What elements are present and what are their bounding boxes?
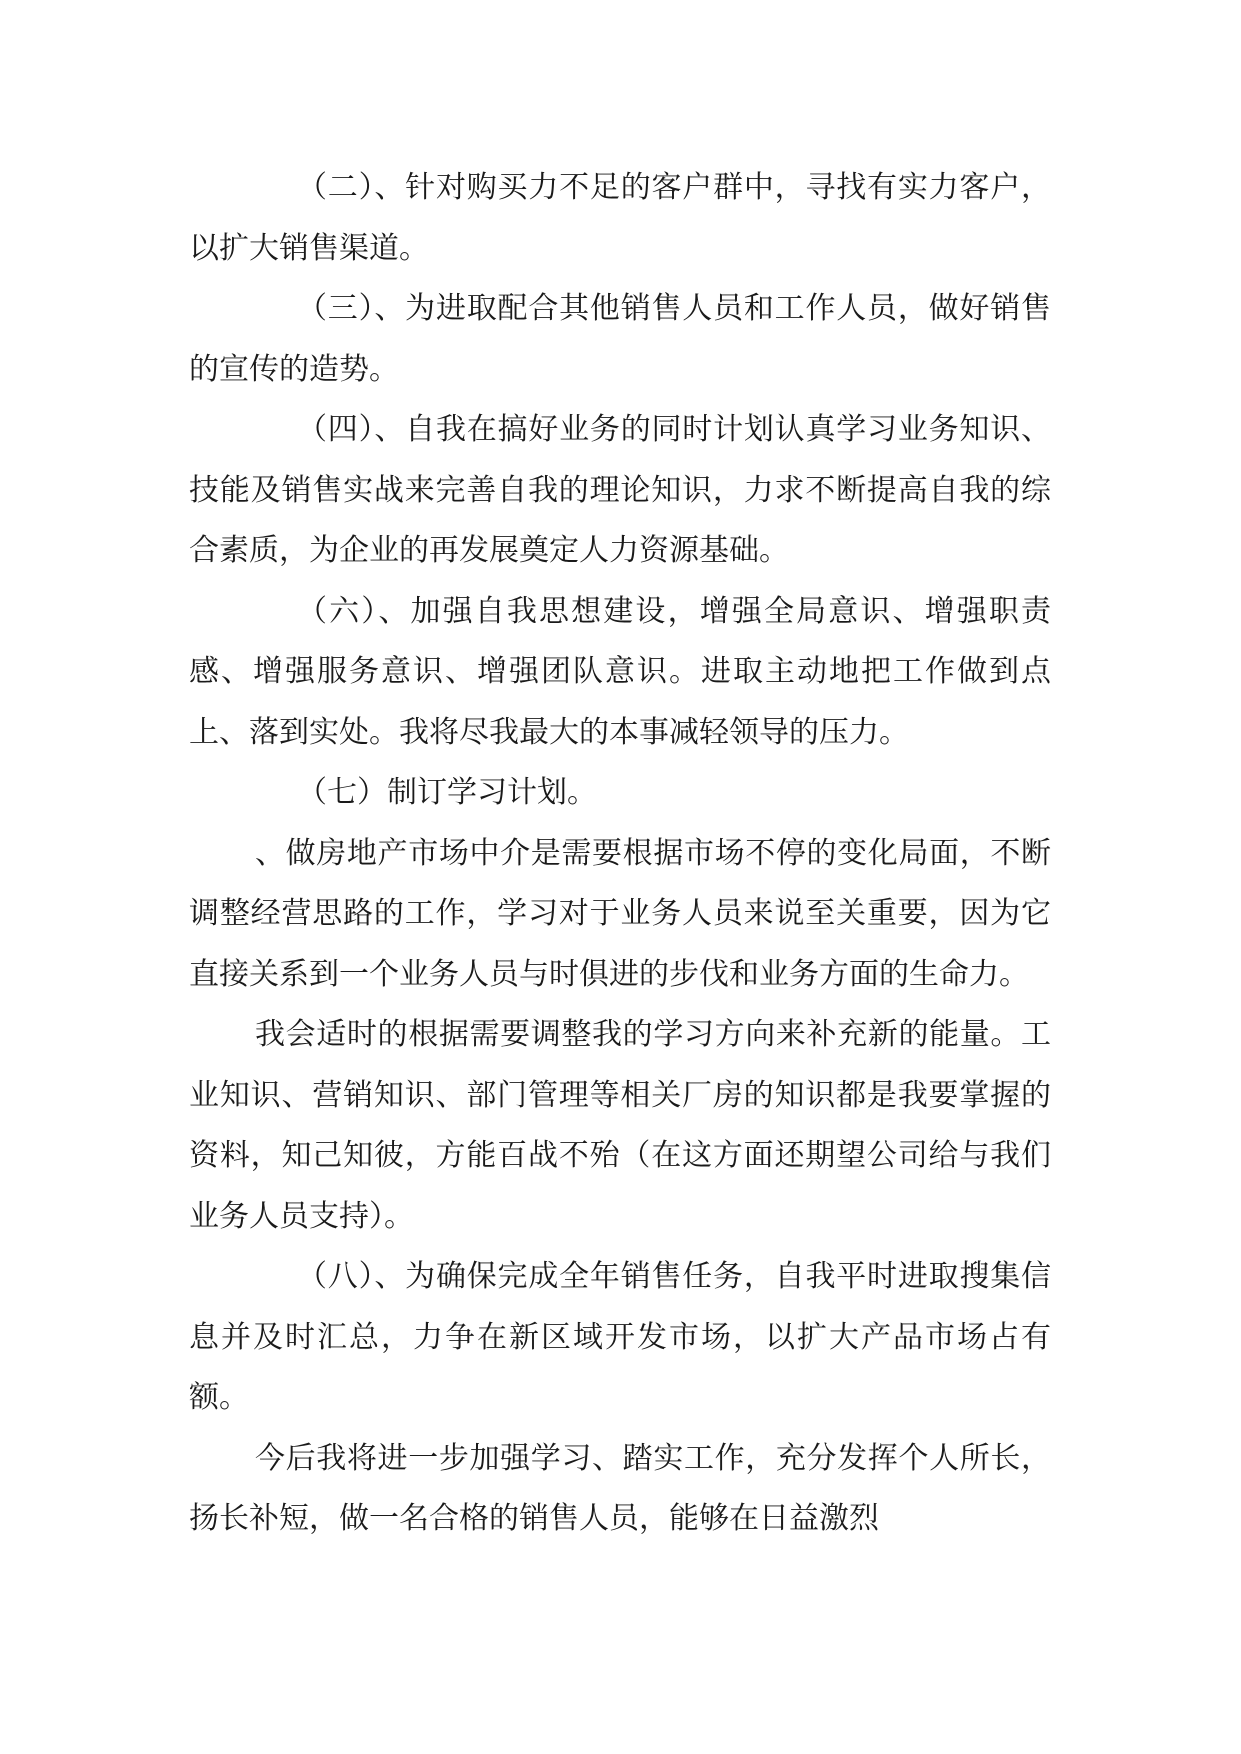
document-body — [189, 158, 1051, 1550]
paragraph-item-6: （六）、加强自我思想建设，增强全局意识、增强职责感、增强服务意识、增强团队意识。进取主动地把工作做到点上、落到实处。我将尽我最大的本事减轻领导的压力。 — [189, 593, 1051, 750]
paragraph-item-3: （三）、为进取配合其他销售人员和工作人员，做好销售的宣传的造势。 — [189, 291, 1051, 387]
paragraph-adjust: 我会适时的根据需要调整我的学习方向来补充新的能量。工业知识、营销知识、部门管理等相关厂房的知识都是我要掌握的资料，知己知彼，方能百战不殆（在这方面还期望公司给与我们业务人员支持）。 — [189, 1017, 1051, 1234]
paragraph-item-4: （四）、自我在搞好业务的同时计划认真学习业务知识、技能及销售实战来完善自我的理论知识，力求不断提高自我的综合素质，为企业的再发展奠定人力资源基础。 — [189, 412, 1051, 568]
paragraph-study: 、做房地产市场中介是需要根据市场不停的变化局面，不断调整经营思路的工作，学习对于业务人员来说至关重要，因为它直接关系到一个业务人员与时俱进的步伐和业务方面的生命力。 — [189, 835, 1051, 992]
paragraph-item-7: （七）制订学习计划。 — [297, 775, 597, 810]
paragraph-item-2: （二）、针对购买力不足的客户群中，寻找有实力客户，以扩大销售渠道。 — [189, 170, 1051, 266]
paragraph-item-8: （八）、为确保完成全年销售任务，自我平时进取搜集信息并及时汇总，力争在新区域开发市场，以扩大产品市场占有额。 — [189, 1259, 1051, 1415]
paragraph-future: 今后我将进一步加强学习、踏实工作，充分发挥个人所长，扬长补短，做一名合格的销售人员，能够在日益激烈 — [189, 1440, 1051, 1536]
